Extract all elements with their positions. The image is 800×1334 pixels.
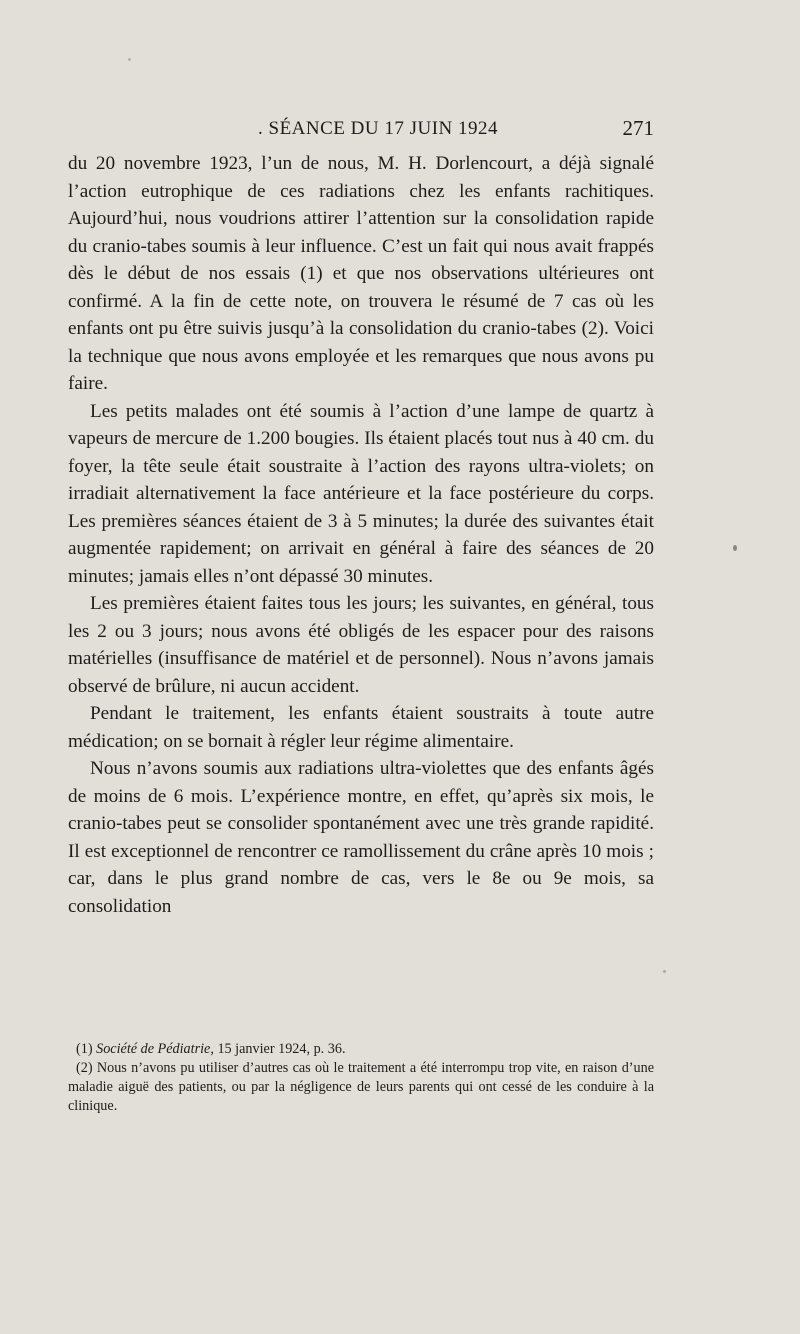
footnote-1-rest: 15 janvier 1924, p. 36. (217, 1041, 346, 1057)
footnote-2: (2) Nous n’avons pu utiliser d’autres cas où le traitement a été interrompu trop vite, en raison d’une maladie aiguë des patients, ou par la négligence de leurs parents qui ont cessé de les conduire à la clinique. (68, 1060, 654, 1114)
running-head: . SÉANCE DU 17 JUIN 1924 (258, 118, 498, 139)
footnote-1 (68, 1040, 654, 1059)
paper-speck (128, 58, 131, 61)
footnote-1-marker: (1) (76, 1041, 93, 1057)
body-text (68, 150, 654, 920)
footnotes (68, 1040, 654, 1116)
paragraph-4: Pendant le traitement, les enfants étaient soustraits à toute autre médication; on se bornait à régler leur régime alimentaire. (68, 703, 654, 752)
paragraph-1: du 20 novembre 1923, l’un de nous, M. H. Dorlencourt, a déjà signalé l’action eutrophique de ces radiations chez les enfants rachitiques. Aujourd’hui, nous voudrions attirer l’attention sur la consolidation rapide du cranio-tabes soumis à leur influence. C’est un fait qui nous avait frappés dès le début de nos essais (1) et que nos observations ultérieures ont confirmé. A la fin de cette note, on trouvera le résumé de 7 cas où les enfants ont pu être suivis jusqu’à la consolidation du cranio-tabes (2). Voici la technique que nous avons employée et les remarques que nous avons pu faire. (68, 153, 654, 394)
page-number: 271 (622, 116, 654, 140)
footnote-1-source: Société de Pédiatrie, (96, 1041, 214, 1057)
paragraph-2: Les petits malades ont été soumis à l’action d’une lampe de quartz à vapeurs de mercure de 1.200 bougies. Ils étaient placés tout nus à 40 cm. du foyer, la tête seule était soustraite à l’action des rayons ultra-violets; on irradiait alternativement la face antérieure et la face postérieure du corps. Les premières séances étaient de 3 à 5 minutes; la durée des suivantes était augmentée rapidement; on arrivait en général à faire des séances de 20 minutes; jamais elles n’ont dépassé 30 minutes. (68, 400, 654, 587)
paragraph-5: Nous n’avons soumis aux radiations ultra-violettes que des enfants âgés de moins de 6 mois. L’expérience montre, en effet, qu’après six mois, le cranio-tabes peut se consolider spontanément avec une très grande rapidité. Il est exceptionnel de rencontrer ce ramollissement du crâne après 10 mois ; car, dans le plus grand nombre de cas, vers le 8e ou 9e mois, sa consolidation (68, 758, 654, 917)
paper-speck (663, 970, 666, 973)
paragraph-3: Les premières étaient faites tous les jours; les suivantes, en général, tous les 2 ou 3 jours; nous avons été obligés de les espacer pour des raisons matérielles (insuffisance de matériel et de personnel). Nous n’avons jamais observé de brûlure, ni aucun accident. (68, 593, 654, 697)
paper-speck (733, 545, 737, 551)
page-header (68, 114, 654, 144)
